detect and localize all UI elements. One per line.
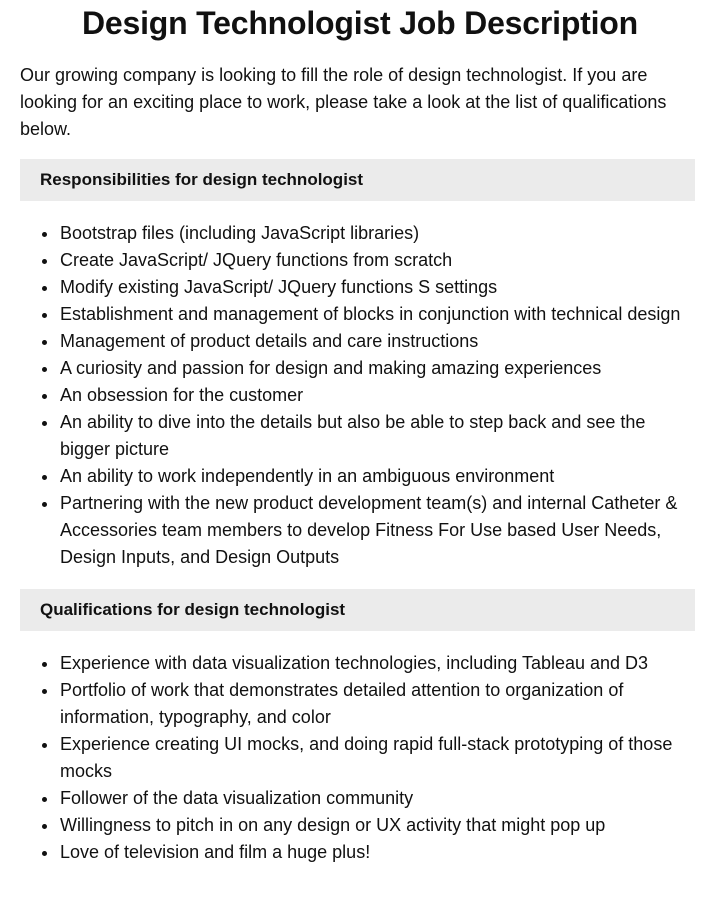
responsibilities-list: [20, 220, 700, 571]
bullet-icon: [42, 367, 47, 372]
list-item: Willingness to pitch in on any design or UX activity that might pop up: [60, 812, 700, 839]
bullet-icon: [42, 797, 47, 802]
list-item: Experience creating UI mocks, and doing rapid full-stack prototyping of those mocks: [60, 731, 700, 785]
bullet-icon: [42, 340, 47, 345]
qualifications-section: [20, 589, 700, 866]
bullet-icon: [42, 232, 47, 237]
bullet-icon: [42, 421, 47, 426]
qualifications-list: [20, 650, 700, 866]
list-item: A curiosity and passion for design and making amazing experiences: [60, 355, 700, 382]
list-item: Partnering with the new product development team(s) and internal Catheter & Accessories team members to develop Fitness For Use based User Needs, Design Inputs, and Design Outputs: [60, 490, 700, 571]
responsibilities-section: [20, 159, 700, 571]
bullet-icon: [42, 689, 47, 694]
list-item: Modify existing JavaScript/ JQuery functions S settings: [60, 274, 700, 301]
list-item: Create JavaScript/ JQuery functions from scratch: [60, 247, 700, 274]
list-item: Love of television and film a huge plus!: [60, 839, 700, 866]
list-item: Establishment and management of blocks in conjunction with technical design: [60, 301, 700, 328]
bullet-icon: [42, 286, 47, 291]
bullet-icon: [42, 743, 47, 748]
list-item: Portfolio of work that demonstrates detailed attention to organization of information, typography, and color: [60, 677, 700, 731]
page-title: Design Technologist Job Description: [81, 5, 639, 41]
intro-paragraph: Our growing company is looking to fill the role of design technologist. If you are looking for an exciting place to work, please take a look at the list of qualifications below.: [20, 65, 667, 139]
bullet-icon: [42, 824, 47, 829]
section-heading-qualifications: Qualifications for design technologist: [20, 589, 695, 631]
list-item: Follower of the data visualization community: [60, 785, 700, 812]
bullet-icon: [42, 475, 47, 480]
list-item: Bootstrap files (including JavaScript libraries): [60, 220, 700, 247]
list-item: An ability to dive into the details but also be able to step back and see the bigger picture: [60, 409, 700, 463]
list-item: Management of product details and care instructions: [60, 328, 700, 355]
section-heading-responsibilities: Responsibilities for design technologist: [20, 159, 695, 201]
list-item: An ability to work independently in an ambiguous environment: [60, 463, 700, 490]
bullet-icon: [42, 394, 47, 399]
bullet-icon: [42, 851, 47, 856]
list-item: An obsession for the customer: [60, 382, 700, 409]
bullet-icon: [42, 259, 47, 264]
bullet-icon: [42, 502, 47, 507]
bullet-icon: [42, 662, 47, 667]
bullet-icon: [42, 313, 47, 318]
list-item: Experience with data visualization technologies, including Tableau and D3: [60, 650, 700, 677]
